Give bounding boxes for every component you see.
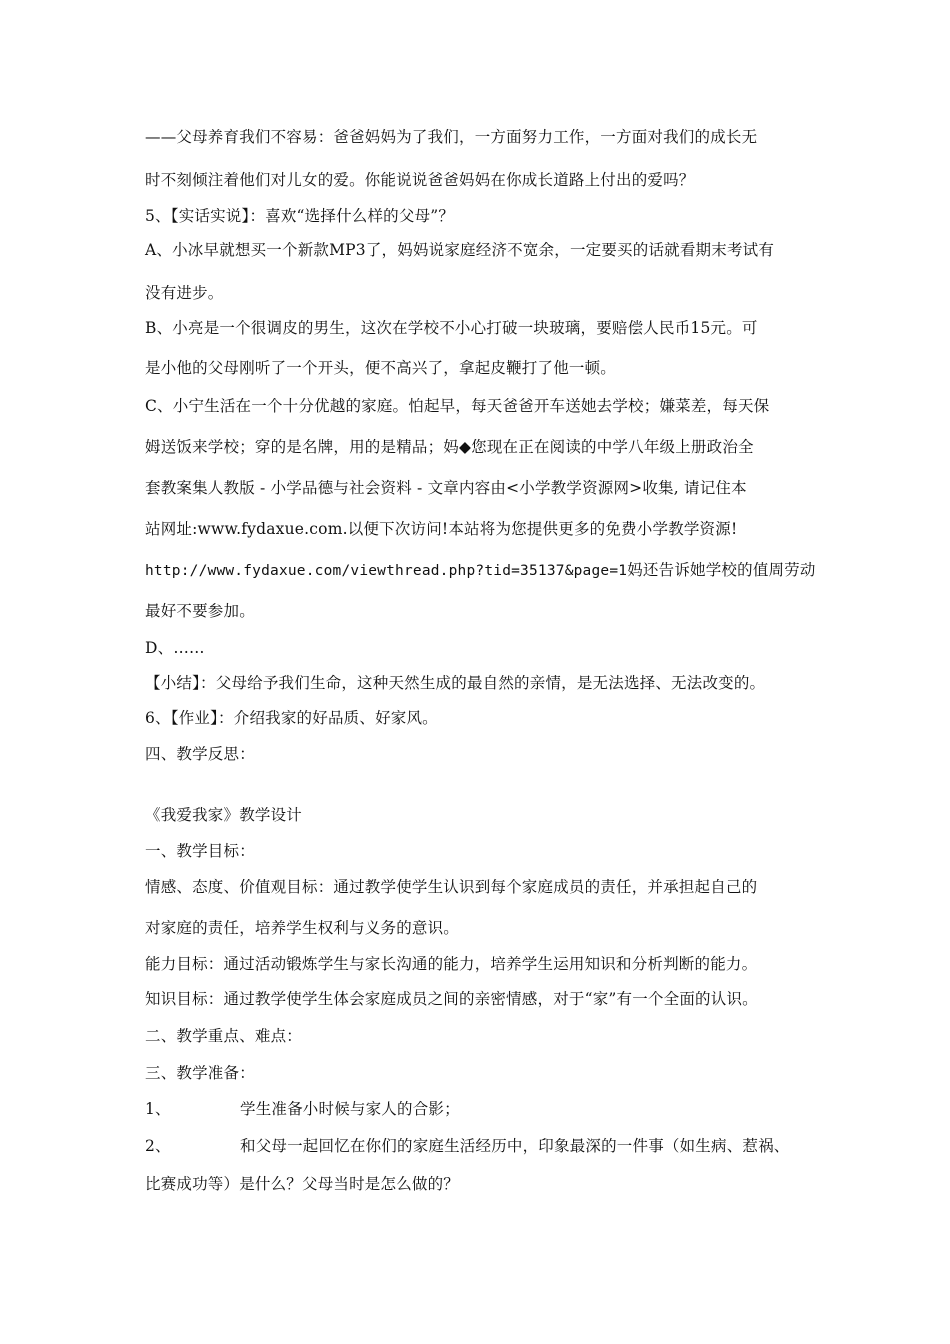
list-item (145, 1136, 790, 1156)
url-text: http://www.fydaxue.com/viewthread.php?tid=35137&page=1 (145, 563, 628, 579)
section-heading: 5、【实话实说】：喜欢“选择什么样的父母”？ (145, 207, 455, 225)
text-line: 比赛成功等）是什么？父母当时是怎么做的？ (145, 1175, 460, 1193)
text-line: 能力目标：通过活动锻炼学生与家长沟通的能力，培养学生运用知识和分析判断的能力。 (145, 955, 758, 973)
text-line (145, 560, 816, 581)
section-heading: 四、教学反思： (145, 745, 255, 763)
text-line: 套教案集人教版 - 小学品德与社会资料 - 文章内容由<小学教学资源网>收集, 请记住本 (145, 479, 747, 497)
summary-line: 【小结】：父母给予我们生命，这种天然生成的最自然的亲情，是无法选择、无法改变的。 (145, 674, 766, 692)
section-heading: 二、教学重点、难点： (145, 1027, 303, 1045)
doc-title: 《我爱我家》教学设计 (145, 806, 303, 824)
text-line: 对家庭的责任，培养学生权利与义务的意识。 (145, 919, 460, 937)
text-line: 站网址:www.fydaxue.com.以便下次访问!本站将为您提供更多的免费小学教学资源! (145, 520, 738, 538)
text-line: B、小亮是一个很调皮的男生，这次在学校不小心打破一块玻璃，要赔偿人民币15元。可 (145, 319, 758, 337)
list-number: 2、 (145, 1137, 171, 1155)
text-line: 没有进步。 (145, 284, 224, 302)
text-line: 时不刻倾注着他们对儿女的爱。你能说说爸爸妈妈在你成长道路上付出的爱吗？ (145, 171, 695, 189)
list-item (145, 1099, 460, 1119)
list-text: 学生准备小时候与家人的合影； (240, 1100, 460, 1118)
section-heading: 6、【作业】：介绍我家的好品质、好家风。 (145, 709, 438, 727)
list-text: 和父母一起回忆在你们的家庭生活经历中，印象最深的一件事（如生病、惹祸、 (240, 1137, 790, 1155)
section-heading: 三、教学准备： (145, 1064, 255, 1082)
text-line: A、小冰早就想买一个新款MP3了，妈妈说家庭经济不宽余，一定要买的话就看期末考试有 (145, 241, 775, 259)
text-line: C、小宁生活在一个十分优越的家庭。怕起早，每天爸爸开车送她去学校；嫌菜差，每天保 (145, 397, 770, 415)
text-line: ——父母养育我们不容易：爸爸妈妈为了我们，一方面努力工作，一方面对我们的成长无 (145, 128, 758, 146)
text-line: 知识目标：通过教学使学生体会家庭成员之间的亲密情感，对于“家”有一个全面的认识。 (145, 990, 758, 1008)
text-line: D、…… (145, 639, 205, 657)
text-line: 是小他的父母刚听了一个开头，便不高兴了，拿起皮鞭打了他一顿。 (145, 359, 617, 377)
text-line: 情感、态度、价值观目标：通过教学使学生认识到每个家庭成员的责任，并承担起自己的 (145, 878, 758, 896)
text-fragment: 妈还告诉她学校的值周劳动 (627, 561, 816, 579)
list-number: 1、 (145, 1100, 171, 1118)
text-line: 姆送饭来学校；穿的是名牌，用的是精品；妈◆您现在正在阅读的中学八年级上册政治全 (145, 438, 754, 456)
section-heading: 一、教学目标： (145, 842, 255, 860)
text-line: 最好不要参加。 (145, 602, 255, 620)
